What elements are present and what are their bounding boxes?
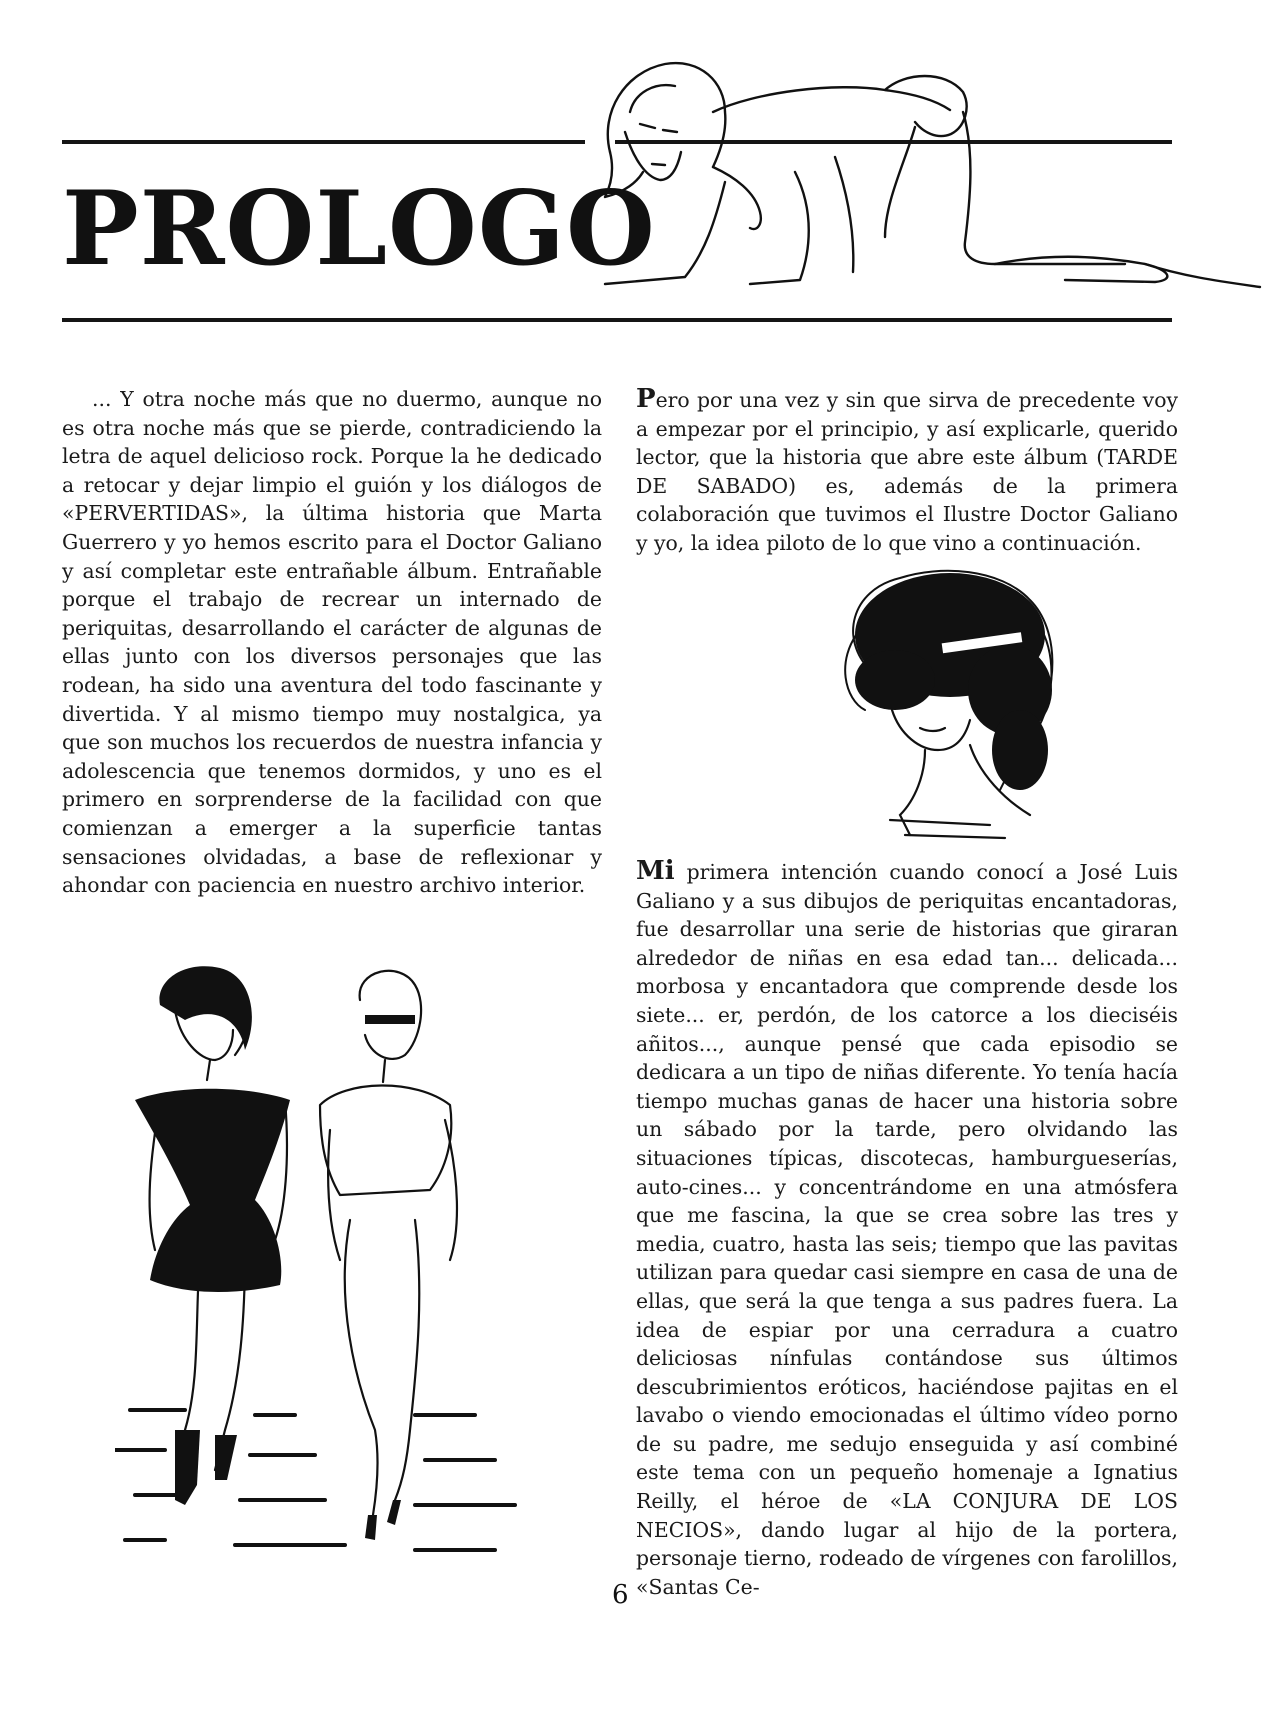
page-title: PROLOGO — [62, 169, 656, 289]
two-figures-illustration — [115, 960, 555, 1580]
header-figure-illustration — [585, 52, 1275, 312]
right-column-paragraph-1 — [636, 385, 1178, 558]
paragraph-1-body: ero por una vez y sin que sirva de precedente voy a empezar por el principio, y así explicarle, querido lector, que la historia que abre este álbum (TARDE DE SABADO) es, además de la primera colaboración que tuvimos el Ilustre Doctor Galiano y yo, la idea piloto de lo que vino a continuación. — [636, 388, 1178, 555]
right-column-paragraph-2 — [636, 857, 1178, 1601]
paragraph-2-body: primera intención cuando conocí a José Luis Galiano y a sus dibujos de periquitas encantadoras, fue desarrollar una serie de historias que giraran alrededor de niñas en esa edad tan... delicada... morbosa y encantadora que comprende desde los siete... er, perdón, de los catorce a los dieciséis añitos..., aunque pensé que cada episodio se dedicara a un tipo de niñas diferente. Yo tenía hacía tiempo muchas ganas de hacer una historia sobre un sábado por la tarde, pero olvidando las situaciones típicas, discotecas, hamburgueserías, auto-cines... y concentrándome en una atmósfera que me fascina, la que se crea sobre las tres y media, cuatro, hasta las seis; tiempo que las pavitas utilizan para quedar casi siempre en casa de una de ellas, que será la que tenga a sus padres fuera. La idea de espiar por una cerradura a cuatro deliciosas nínfulas contándose sus últimos descubrimientos eróticos, haciéndose pajitas en el lavabo o viendo emocionadas el último vídeo porno de su padre, me sedujo enseguida y así combiné este tema con un pequeño homenaje a Ignatius Reilly, el héroe de «LA CONJURA DE LOS NECIOS», dando lugar al hijo de la portera, personaje tierno, rodeado de vírgenes con farolillos, «Santas Ce- — [636, 860, 1178, 1599]
curly-hair-portrait-illustration — [830, 560, 1070, 850]
paragraph-1-initial: P — [636, 384, 656, 414]
header-rule-bottom — [62, 318, 1172, 322]
paragraph-2-initial: Mi — [636, 856, 675, 886]
page-number: 6 — [612, 1580, 629, 1610]
left-column-text: ... Y otra noche más que no duermo, aunque no es otra noche más que se pierde, contradiciendo la letra de aquel delicioso rock. Porque la he dedicado a retocar y dejar limpio el guión y los diálogos de «PERVERTIDAS», la última historia que Marta Guerrero y yo hemos escrito para el Doctor Galiano y así completar este entrañable álbum. Entrañable porque el trabajo de recrear un internado de periquitas, desarrollando el carácter de algunas de ellas junto con los diversos personajes que las rodean, ha sido una aventura del todo fascinante y divertida. Y al mismo tiempo muy nostalgica, ya que son muchos los recuerdos de nuestra infancia y adolescencia que tenemos dormidos, y uno es el primero en sorprenderse de la facilidad con que comienzan a emerger a la superficie tantas sensaciones olvidadas, a base de reflexionar y ahondar con paciencia en nuestro archivo interior. — [62, 387, 602, 898]
